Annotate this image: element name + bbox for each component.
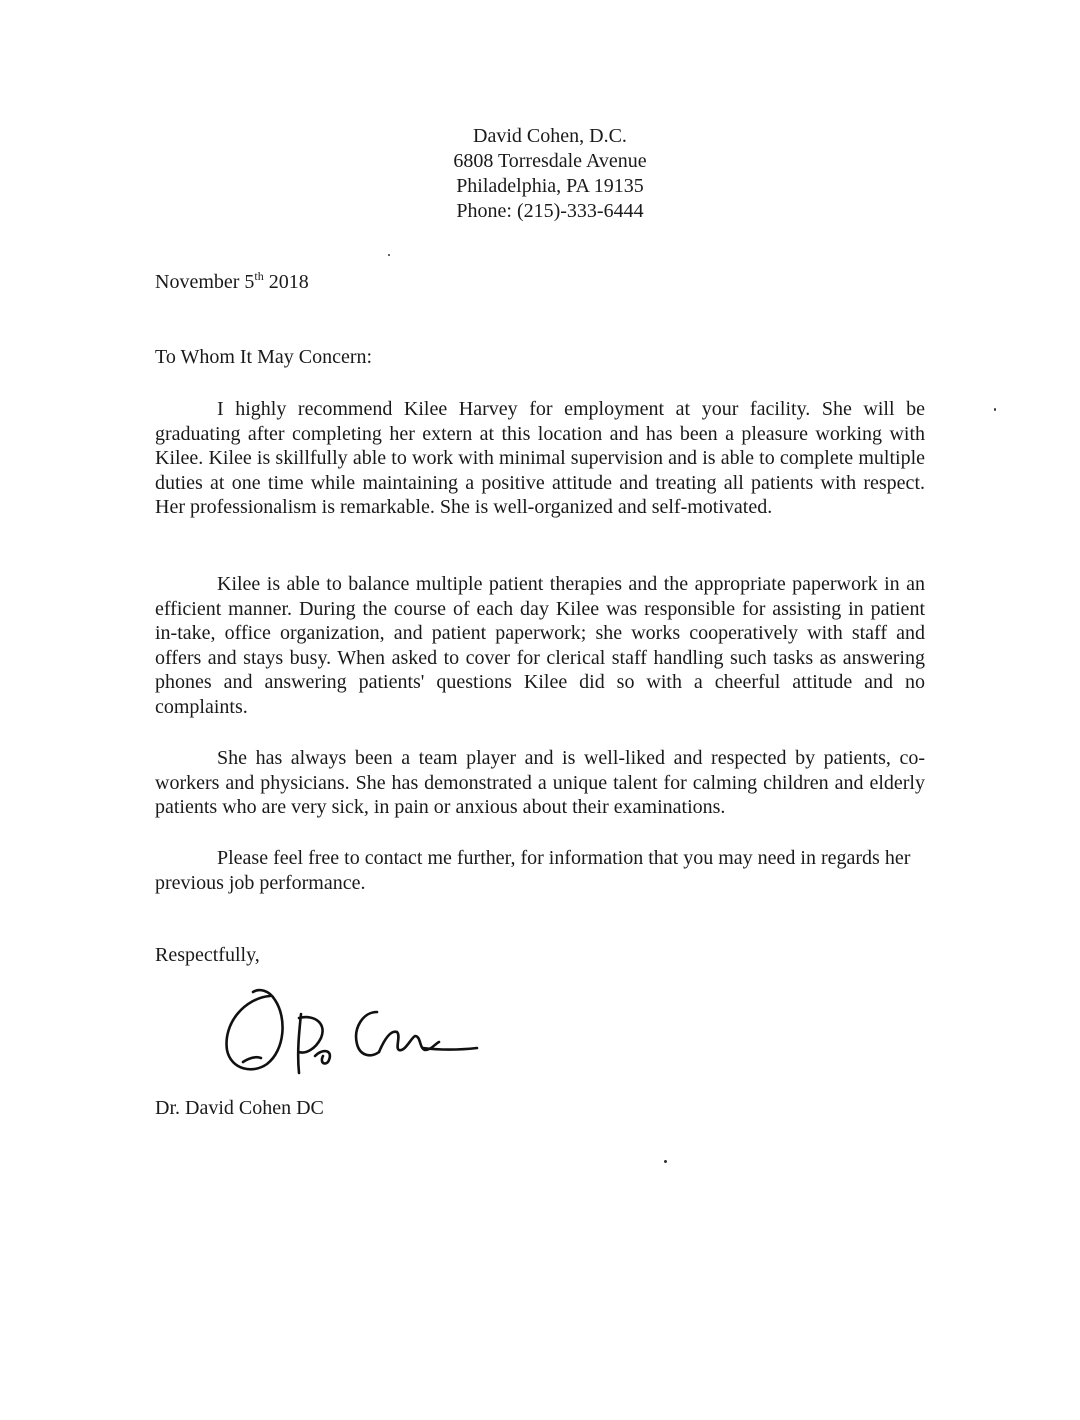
body-paragraph-2: Kilee is able to balance multiple patient therapies and the appropriate paperwork in an efficient manner. During the course of each day Kilee was responsible for assisting in patient in-take, office organization, and patient paperwork; she works cooperatively with staff and offers and stays busy. When asked to cover for clerical staff handling such tasks as answering phones and answering patients' questions Kilee did so with a cheerful attitude and no complaints. (155, 573, 925, 718)
body-paragraph-3: She has always been a team player and is well-liked and respected by patients, co-workers and physicians. She has demonstrated a unique talent for calming children and elderly patients who are very sick, in pain or anxious about their examinations. (155, 747, 925, 818)
letterhead (400, 124, 700, 224)
closing: Respectfully, (155, 944, 260, 966)
handwritten-signature (215, 978, 485, 1088)
letterhead-city: Philadelphia, PA 19135 (456, 175, 644, 197)
body-paragraph-4: Please feel free to contact me further, for information that you may need in regards her previous job performance. (155, 847, 911, 894)
letterhead-street: 6808 Torresdale Avenue (453, 150, 647, 172)
signer-name: Dr. David Cohen DC (155, 1097, 324, 1119)
letterhead-name: David Cohen, D.C. (473, 125, 627, 147)
body-paragraph-1: I highly recommend Kilee Harvey for employment at your facility. She will be graduating after completing her extern at this location and has been a pleasure working with Kilee. Kilee is skillfully able to work with minimal supervision and is able to complete multiple duties at one time while maintaining a positive attitude and treating all patients with respect. Her professionalism is remarkable. She is well-organized and self-motivated. (155, 398, 925, 518)
letter-date (155, 271, 309, 294)
date-month-day: November 5 (155, 271, 255, 293)
scan-speck (388, 254, 390, 256)
salutation: To Whom It May Concern: (155, 346, 373, 368)
scan-speck (994, 408, 996, 411)
letterhead-phone: Phone: (215)-333-6444 (456, 200, 644, 222)
date-suffix: th (254, 269, 264, 283)
date-year: 2018 (263, 271, 309, 293)
scan-speck (664, 1160, 667, 1163)
